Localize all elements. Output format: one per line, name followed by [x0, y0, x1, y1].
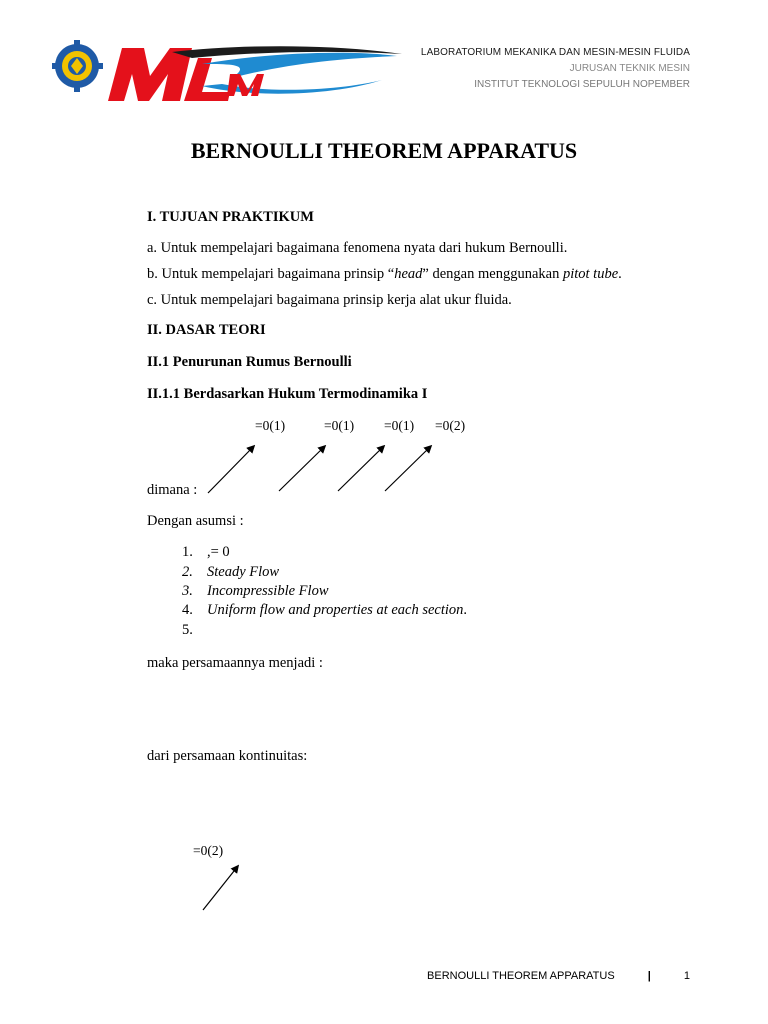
objective-a: a. Untuk mempelajari bagaimana fenomena nyata dari hukum Bernoulli.	[147, 240, 568, 256]
dimana-label: dimana :	[147, 482, 198, 498]
arrow-icon	[338, 446, 384, 491]
list-text: Steady Flow	[207, 564, 280, 580]
eq-label-3: =0(1)	[384, 418, 415, 433]
section2-heading: II. DASAR TEORI	[147, 322, 266, 338]
eq-label-2: =0(1)	[324, 418, 355, 433]
asumsi-label: Dengan asumsi :	[147, 513, 244, 529]
assumption-item-3	[182, 583, 329, 600]
objective-b-pre: b. Untuk mempelajari bagaimana prinsip “	[147, 266, 395, 282]
arrow-icon	[203, 866, 238, 910]
list-text: Incompressible Flow	[207, 583, 329, 599]
list-number: 1.	[182, 544, 193, 560]
list-suffix: .	[463, 602, 468, 618]
subsection-2-1-1: II.1.1 Berdasarkan Hukum Termodinamika I	[147, 386, 428, 402]
subsection-2-1: II.1 Penurunan Rumus Bernoulli	[147, 354, 352, 370]
department-name: JURUSAN TEKNIK MESIN	[569, 63, 690, 74]
section1-heading: I. TUJUAN PRAKTIKUM	[147, 209, 314, 225]
assumption-item-2	[182, 564, 279, 581]
arrow-icon	[385, 446, 431, 491]
footer-title: BERNOULLI THEOREM APPARATUS	[427, 970, 615, 982]
objective-b-end: .	[618, 266, 622, 282]
list-number: 2.	[182, 564, 193, 580]
eq-label-1: =0(1)	[255, 418, 286, 433]
page-title: BERNOULLI THEOREM APPARATUS	[190, 138, 578, 163]
arrow-icon	[279, 446, 325, 491]
objective-c: c. Untuk mempelajari bagaimana prinsip kerja alat ukur fluida.	[147, 292, 512, 308]
kontinuitas-label: dari persamaan kontinuitas:	[147, 748, 308, 764]
objective-b-head: head	[394, 266, 423, 282]
assumption-item-4	[182, 602, 467, 619]
footer-separator: |	[647, 970, 651, 982]
eq-label-bottom: =0(2)	[193, 843, 224, 858]
list-text: Uniform flow and properties at each section	[207, 602, 464, 618]
assumption-item-5	[182, 622, 207, 639]
list-text: ,= 0	[207, 544, 230, 560]
objective-b-mid: ” dengan menggunakan	[422, 266, 563, 282]
assumption-item-1	[182, 544, 230, 561]
eq-label-4: =0(2)	[435, 418, 466, 433]
maka-label: maka persamaannya menjadi :	[147, 655, 323, 671]
arrow-icon	[208, 446, 254, 493]
list-number: 5.	[182, 622, 193, 638]
list-number: 3.	[182, 583, 193, 599]
list-number: 4.	[182, 602, 193, 618]
objective-b-pitot: pitot tube	[562, 266, 619, 282]
page-footer	[427, 970, 690, 982]
page-number: 1	[683, 970, 690, 982]
lab-name: LABORATORIUM MEKANIKA DAN MESIN-MESIN FLUIDA	[420, 47, 690, 58]
institute-name: INSTITUT TEKNOLOGI SEPULUH NOPEMBER	[474, 79, 690, 90]
